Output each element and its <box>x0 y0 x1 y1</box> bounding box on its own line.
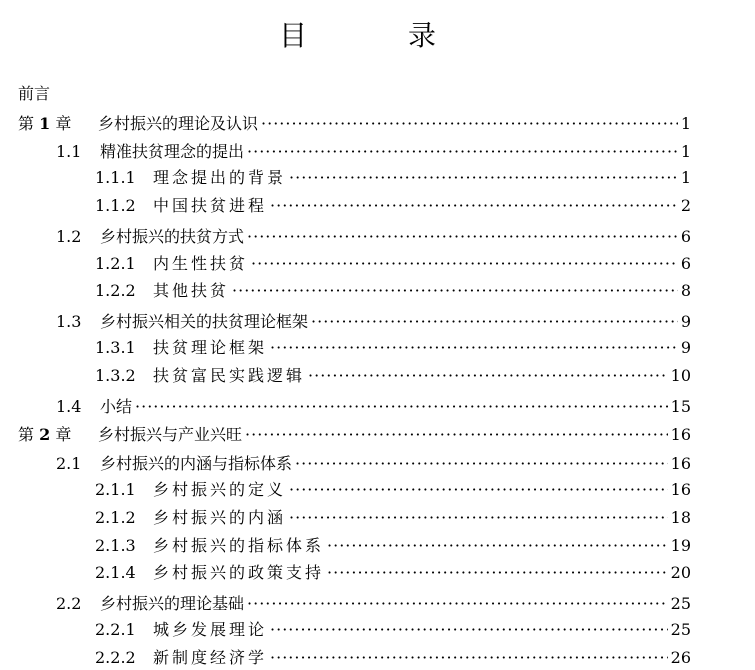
toc-entry-subsection[interactable] <box>95 478 691 502</box>
toc-entry-subsection[interactable] <box>95 166 691 190</box>
toc-entry-label: 精准扶贫理念的提出 <box>100 142 245 161</box>
toc-entry-number <box>18 112 98 136</box>
chapter-number: 2 <box>39 425 51 444</box>
toc-entry-number: 2.1.2 <box>95 508 136 527</box>
toc-entry-label: 小结 <box>100 397 133 416</box>
toc-entry-subsection[interactable] <box>95 364 691 388</box>
dot-leader <box>247 225 678 249</box>
toc-entry-label: 中国扶贫进程 <box>153 196 268 215</box>
dot-leader <box>327 561 668 585</box>
toc-entry-subsection[interactable] <box>95 336 691 360</box>
toc-entry-page: 20 <box>670 563 691 582</box>
toc-entry-label: 乡村振兴相关的扶贫理论框架 <box>100 312 309 331</box>
toc-entry-chapter-1[interactable] <box>18 112 691 136</box>
toc-entry-number: 2.1 <box>56 454 82 473</box>
dot-leader <box>308 364 668 388</box>
toc-entry-number: 1.2.2 <box>95 281 136 300</box>
toc-entry-subsection[interactable] <box>95 646 691 670</box>
toc-entry-number: 2.2.2 <box>95 648 136 667</box>
toc-entry-label: 乡村振兴的理论基础 <box>100 594 245 613</box>
toc-entry-number: 1.3.2 <box>95 366 136 385</box>
toc-entry-page: 16 <box>670 480 691 499</box>
toc-entry-label: 乡村振兴的指标体系 <box>153 536 325 555</box>
toc-entry-label: 乡村振兴与产业兴旺 <box>98 425 243 444</box>
toc-entry-subsection[interactable] <box>95 618 691 642</box>
toc-entry-label: 城乡发展理论 <box>153 620 268 639</box>
toc-entry-number <box>18 423 98 447</box>
toc-entry-page: 18 <box>670 508 691 527</box>
toc-entry-page: 26 <box>670 648 691 667</box>
chapter-suffix: 章 <box>55 425 72 444</box>
dot-leader <box>289 478 668 502</box>
toc-entry-page: 2 <box>680 196 691 215</box>
toc-entry-subsection[interactable] <box>95 534 691 558</box>
toc-entry-page: 9 <box>680 338 691 357</box>
toc-entry-number: 1.4 <box>56 397 82 416</box>
chapter-prefix: 第 <box>18 425 35 444</box>
dot-leader <box>270 618 668 642</box>
toc-entry-section[interactable] <box>56 140 691 164</box>
toc-title: 目 录 <box>279 19 482 52</box>
toc-entry-number: 2.1.1 <box>95 480 136 499</box>
toc-entry-page: 16 <box>670 425 691 444</box>
toc-entry-label: 乡村振兴的政策支持 <box>153 563 325 582</box>
toc-entry-number: 1.3.1 <box>95 338 136 357</box>
toc-entry-page: 8 <box>680 281 691 300</box>
toc-entry-section[interactable] <box>56 310 691 334</box>
toc-entry-page: 1 <box>680 168 691 187</box>
toc-entry-subsection[interactable] <box>95 561 691 585</box>
toc-entry-label: 前言 <box>18 84 51 103</box>
dot-leader <box>245 423 668 447</box>
toc-entry-number: 1.2 <box>56 227 82 246</box>
toc-entry-number: 1.1 <box>56 142 82 161</box>
toc-entry-label: 乡村振兴的理论及认识 <box>98 114 259 133</box>
dot-leader <box>270 336 678 360</box>
dot-leader <box>261 112 678 136</box>
toc-entry-section[interactable] <box>56 592 691 616</box>
toc-entry-page: 15 <box>670 397 691 416</box>
toc-entry-subsection[interactable] <box>95 194 691 218</box>
toc-entry-page: 19 <box>670 536 691 555</box>
toc-entry-label: 其他扶贫 <box>153 281 230 300</box>
toc-entry-section[interactable] <box>56 452 691 476</box>
toc-entry-label: 理念提出的背景 <box>153 168 287 187</box>
chapter-prefix: 第 <box>18 114 35 133</box>
toc-entry-label: 乡村振兴的内涵与指标体系 <box>100 454 293 473</box>
toc-entry-number: 2.1.4 <box>95 563 136 582</box>
dot-leader <box>327 534 668 558</box>
toc-entry-label: 乡村振兴的内涵 <box>153 508 287 527</box>
chapter-number: 1 <box>39 114 51 133</box>
toc-entry-label: 新制度经济学 <box>153 648 268 667</box>
toc-entry-subsection[interactable] <box>95 506 691 530</box>
dot-leader <box>247 140 678 164</box>
toc-entry-subsection[interactable] <box>95 252 691 276</box>
toc-entry-number: 2.1.3 <box>95 536 136 555</box>
toc-entry-section[interactable] <box>56 395 691 419</box>
dot-leader <box>251 252 678 276</box>
dot-leader <box>289 166 678 190</box>
dot-leader <box>295 452 668 476</box>
toc-entry-page: 25 <box>670 620 691 639</box>
toc-entry-label: 内生性扶贫 <box>153 254 249 273</box>
toc-entry-page: 6 <box>680 254 691 273</box>
toc-entry-page: 1 <box>680 142 691 161</box>
dot-leader <box>289 506 668 530</box>
toc-entry-page: 9 <box>680 312 691 331</box>
toc-entry-page: 10 <box>670 366 691 385</box>
dot-leader <box>311 310 678 334</box>
toc-entry-subsection[interactable] <box>95 279 691 303</box>
toc-entry-number: 1.2.1 <box>95 254 136 273</box>
toc-entry-preface[interactable] <box>18 82 691 106</box>
toc-entry-page: 6 <box>680 227 691 246</box>
toc-entry-label: 乡村振兴的扶贫方式 <box>100 227 245 246</box>
dot-leader <box>270 646 668 670</box>
toc-entry-chapter-2[interactable] <box>18 423 691 447</box>
toc-entry-section[interactable] <box>56 225 691 249</box>
toc-entry-page: 1 <box>680 114 691 133</box>
dot-leader <box>270 194 678 218</box>
toc-entry-label: 扶贫理论框架 <box>153 338 268 357</box>
toc-entry-number: 1.1.2 <box>95 196 136 215</box>
toc-entry-number: 1.1.1 <box>95 168 136 187</box>
toc-entry-label: 乡村振兴的定义 <box>153 480 287 499</box>
toc-entry-number: 2.2.1 <box>95 620 136 639</box>
toc-entry-page: 25 <box>670 594 691 613</box>
dot-leader <box>232 279 678 303</box>
dot-leader <box>247 592 668 616</box>
dot-leader <box>135 395 668 419</box>
toc-entry-number: 2.2 <box>56 594 82 613</box>
toc-entry-label: 扶贫富民实践逻辑 <box>153 366 306 385</box>
toc-entry-number: 1.3 <box>56 312 82 331</box>
chapter-suffix: 章 <box>55 114 72 133</box>
toc-entry-page: 16 <box>670 454 691 473</box>
